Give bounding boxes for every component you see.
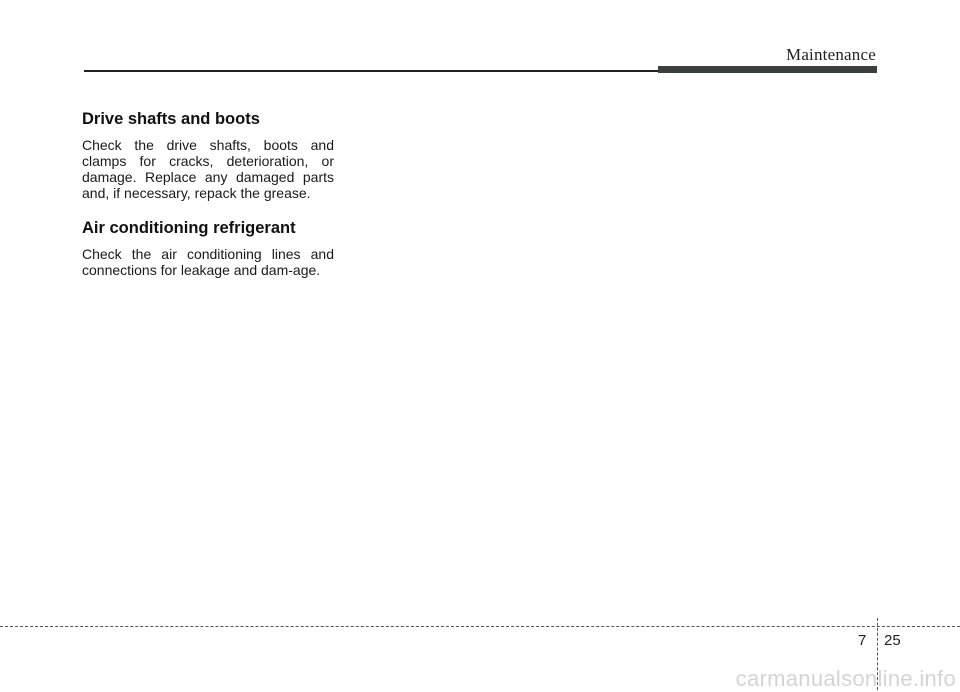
section-heading-drive-shafts: Drive shafts and boots — [82, 110, 260, 128]
header-rule-accent — [658, 66, 877, 73]
watermark: carmanualsonline.info — [735, 666, 956, 691]
section-body-ac-refrigerant: Check the air conditioning lines and connections for leakage and dam-age. — [82, 246, 334, 278]
header-rule — [84, 70, 660, 72]
footer-rule — [0, 626, 960, 627]
page-header-title: Maintenance — [786, 45, 876, 64]
chapter-number: 7 — [858, 632, 867, 649]
page-number: 25 — [884, 632, 901, 649]
section-body-drive-shafts: Check the drive shafts, boots and clamps for cracks, deterioration, or damage. Replace any damaged parts and, if necessary, repack the grease. — [82, 137, 334, 201]
text-column — [82, 110, 334, 296]
section-heading-ac-refrigerant: Air conditioning refrigerant — [82, 219, 296, 237]
